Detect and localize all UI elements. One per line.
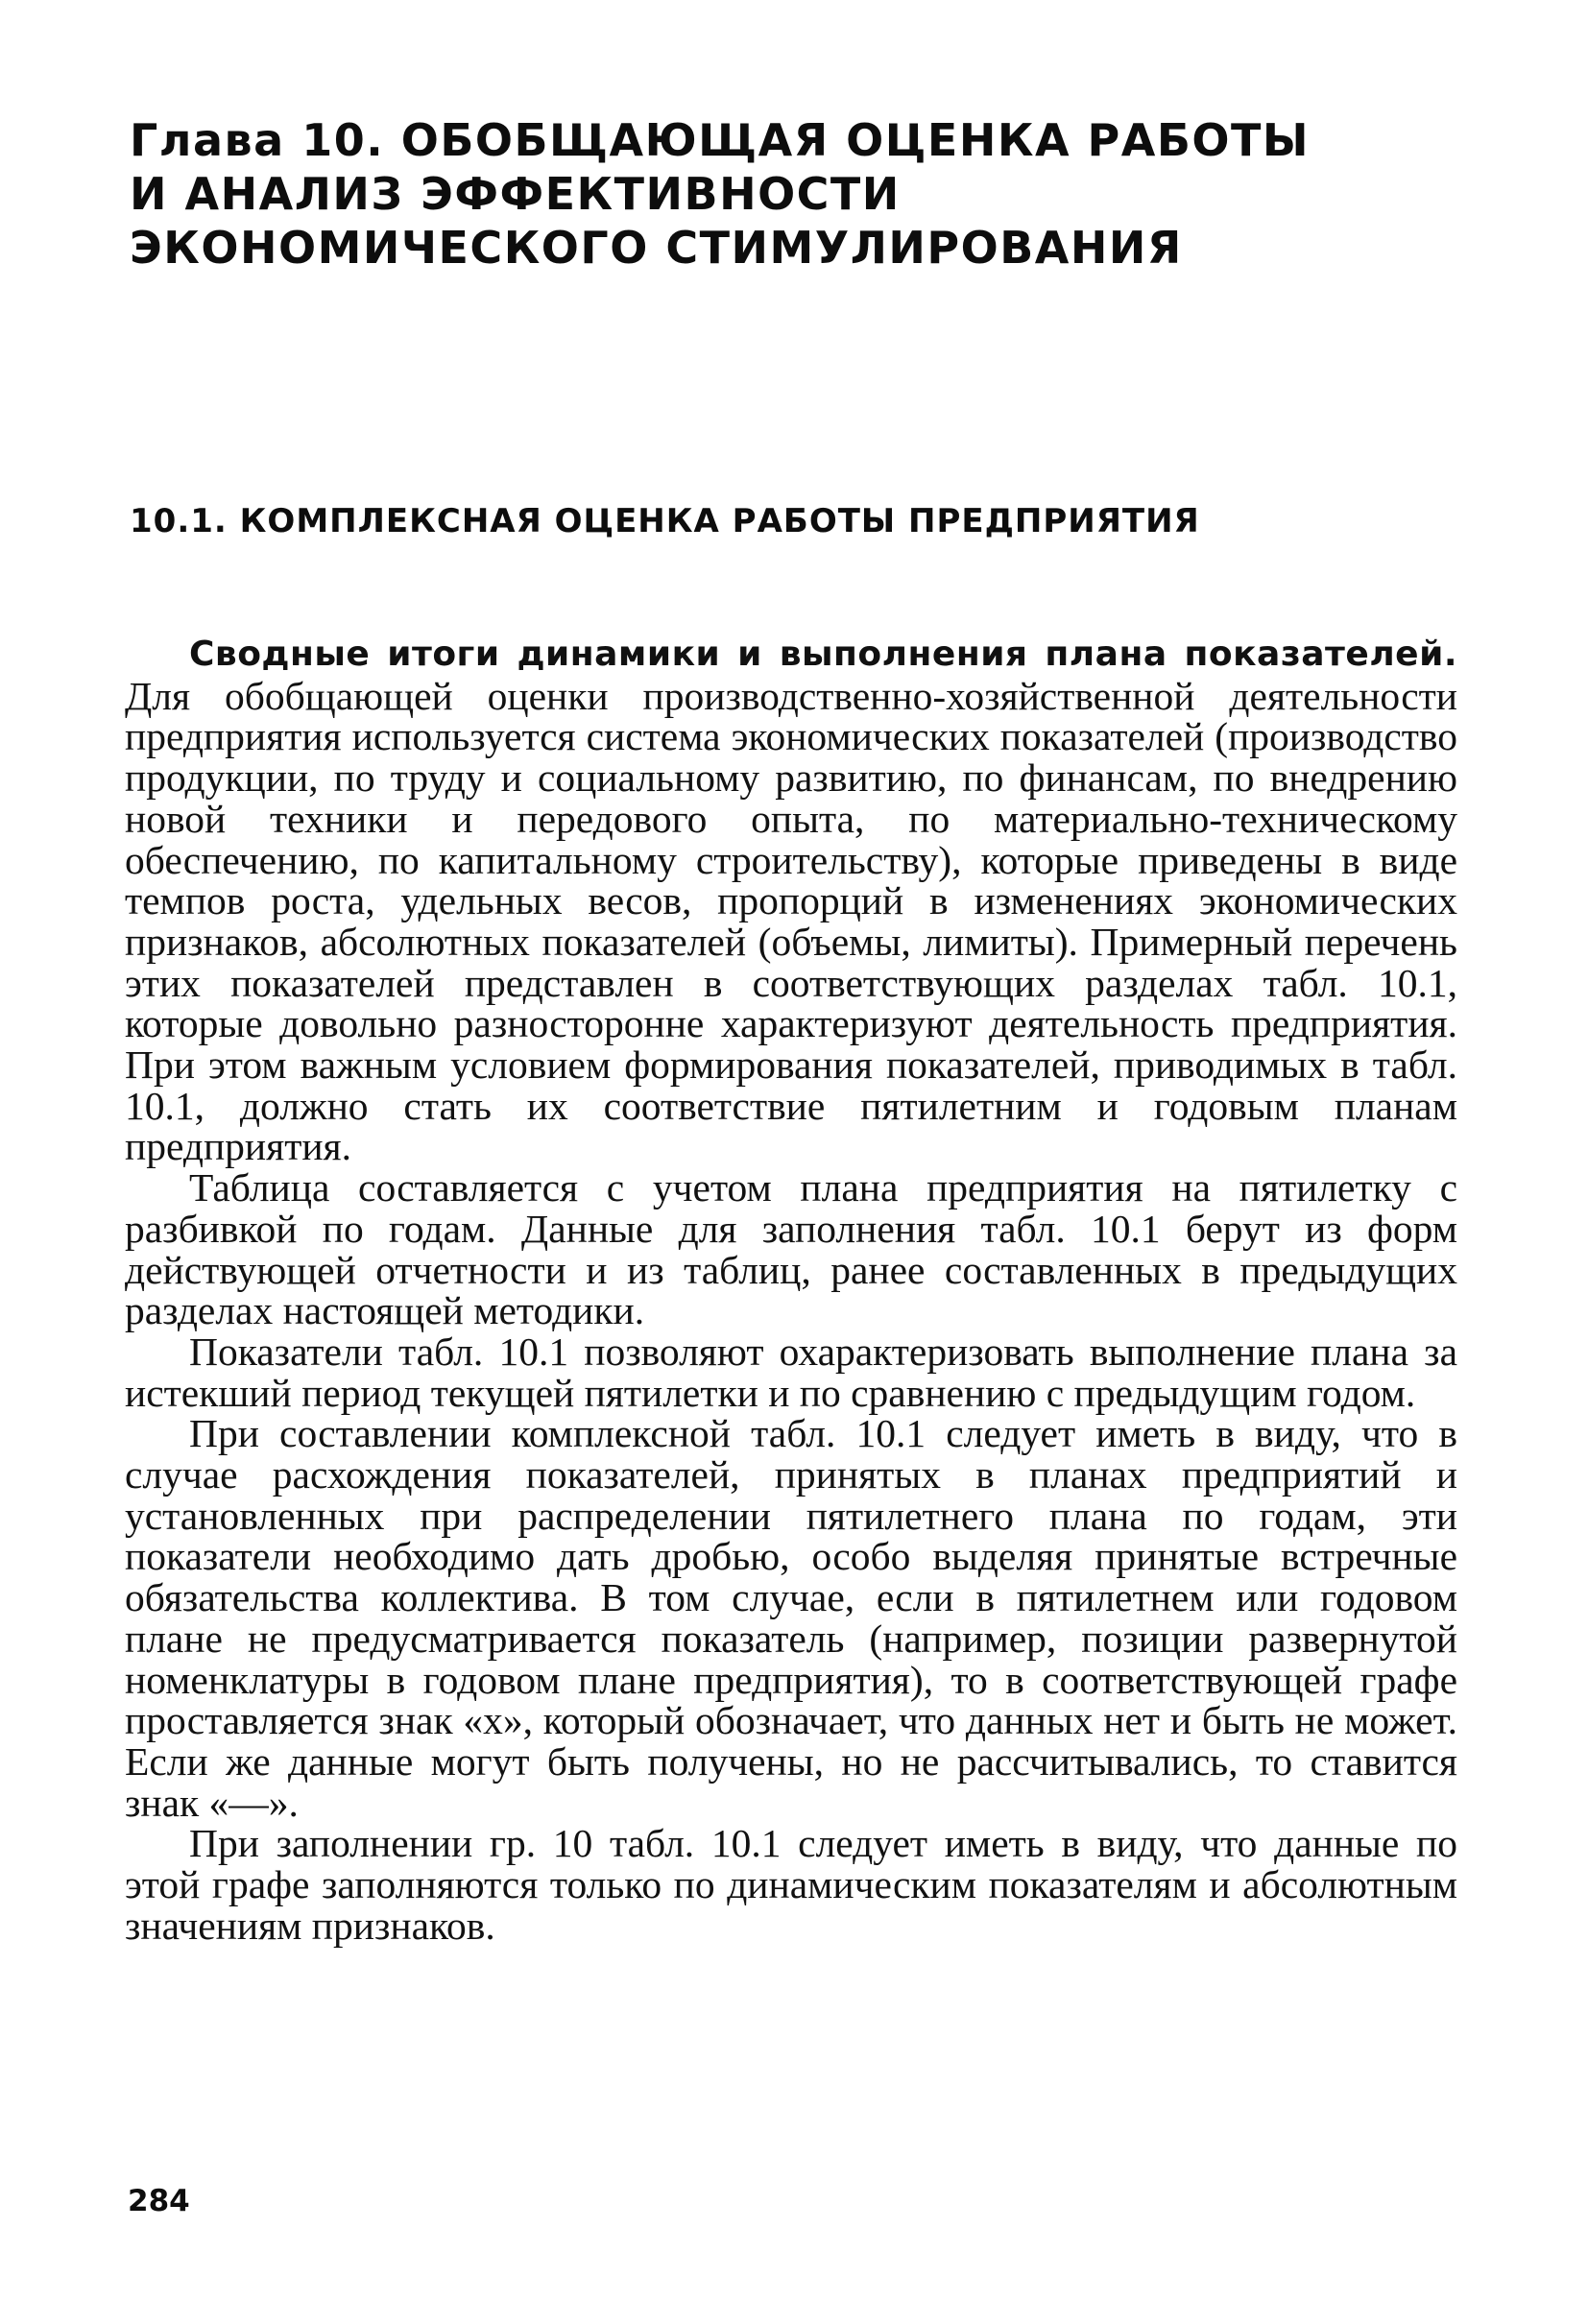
- chapter-title: [130, 113, 1474, 275]
- chapter-title-line-3: ЭКОНОМИЧЕСКОГО СТИМУЛИРОВАНИЯ: [130, 222, 1183, 274]
- paragraph: При составлении комплексной табл. 10.1 следует иметь в виду, что в случае расхождения показателей, принятых в планах предприятий и установленных при распределении пятилетнего плана по годам, эти показатели необходимо дать дробью, особо выделяя принятые встречные обязательства коллектива. В том случае, если в пятилетнем или годовом плане не предусматривается показатель (например, позиции развернутой номенклатуры в годовом плане предприятия), то в соответствующей графе проставляется знак «х», который обозначает, что данных нет и быть не может. Если же данные могут быть получены, но не рассчитывались, то ставится знак «—».: [125, 1411, 1457, 1825]
- body-text: [125, 632, 1457, 1947]
- paragraph: [125, 632, 1457, 1167]
- paragraph: При заполнении гр. 10 табл. 10.1 следует иметь в виду, что данные по этой графе заполняются только по динамическим показателям и абсолютным значениям признаков.: [125, 1821, 1457, 1948]
- paragraph-text: Для обобщающей оценки производственно-хозяйственной деятельности предприятия используется система экономических показателей (производство продукции, по труду и социальному развитию, по финансам, по внедрению новой техники и передового опыта, по материально-техническому обеспечению, по капитальному строительству), которые приведены в виде темпов роста, удельных весов, пропорций в изменениях экономических признаков, абсолютных показателей (объемы, лимиты). Примерный перечень этих показателей представлен в соответствующих разделах табл. 10.1, которые довольно разносторонне характеризуют деятельность предприятия. При этом важным условием формирования показателей, приводимых в табл. 10.1, должно стать их соответствие пятилетним и годовым планам предприятия.: [125, 673, 1457, 1169]
- section-title: 10.1. КОМПЛЕКСНАЯ ОЦЕНКА РАБОТЫ ПРЕДПРИЯТИЯ: [130, 502, 1200, 540]
- paragraph-lead: Сводные итоги динамики и выполнения плана показателей.: [189, 635, 1457, 674]
- page-number: 284: [128, 2184, 190, 2218]
- chapter-title-line-2: И АНАЛИЗ ЭФФЕКТИВНОСТИ: [130, 168, 901, 220]
- paragraph: Таблица составляется с учетом плана предприятия на пятилетку с разбивкой по годам. Данные для заполнения табл. 10.1 берут из форм действующей отчетности и из таблиц, ранее составленных в предыдущих разделах настоящей методики.: [125, 1165, 1457, 1333]
- paragraph: Показатели табл. 10.1 позволяют охарактеризовать выполнение плана за истекший период текущей пятилетки и по сравнению с предыдущим годом.: [125, 1329, 1457, 1415]
- chapter-title-line-1: Глава 10. ОБОБЩАЮЩАЯ ОЦЕНКА РАБОТЫ: [130, 114, 1311, 166]
